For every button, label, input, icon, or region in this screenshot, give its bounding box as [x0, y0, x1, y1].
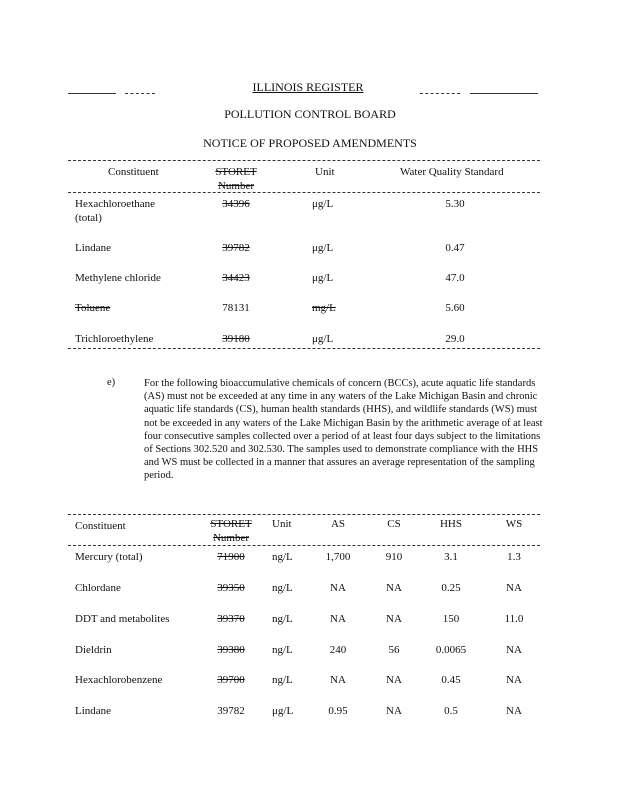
as-value: NA — [330, 582, 346, 594]
table2-header-as: AS — [330, 518, 346, 530]
storet-number: 39370 — [217, 613, 245, 625]
table1-header-storet: STORET — [215, 166, 257, 178]
ws-value: NA — [506, 674, 522, 686]
as-value: NA — [330, 674, 346, 686]
cs-value: NA — [386, 674, 402, 686]
storet-number: 39782 — [217, 705, 245, 717]
storet-number: 39700 — [217, 674, 245, 686]
cs-value: 56 — [388, 644, 400, 656]
standard-value: 0.47 — [445, 242, 465, 254]
standard-value: 29.0 — [445, 333, 465, 345]
table1-header-unit: Unit — [315, 166, 335, 178]
ws-value: NA — [506, 705, 522, 717]
storet-number: 39180 — [222, 333, 250, 345]
storet-number: 71900 — [217, 551, 245, 563]
table2-header-number: Number — [212, 532, 250, 544]
unit: ng/L — [272, 644, 293, 656]
constituent: Dieldrin — [75, 644, 112, 656]
constituent: Lindane — [75, 705, 112, 717]
ws-value: 1.3 — [507, 551, 521, 563]
constituent: DDT and metabolites — [75, 613, 170, 625]
unit: ng/L — [272, 674, 293, 686]
ws-value: 11.0 — [504, 613, 524, 625]
constituent: Lindane — [75, 242, 112, 254]
table1-header-constituent: Constituent — [108, 166, 159, 178]
constituent: Mercury (total) — [75, 551, 143, 563]
unit: mg/L — [312, 302, 336, 314]
table2-header-unit: Unit — [272, 518, 292, 530]
table1-bottom-rule — [68, 348, 540, 349]
hhs-value: 0.45 — [441, 674, 461, 686]
cs-value: 910 — [385, 551, 403, 563]
storet-number: 39782 — [222, 242, 250, 254]
table2-header-storet: STORET — [210, 518, 252, 530]
header-rule-left-dash — [125, 93, 155, 94]
section-paragraph: For the following bioaccumulative chemicals of concern (BCCs), acute aquatic life standards (AS) must not be exceeded at any time in any waters of the Lake Michigan Basin and chronic aquatic life standards (CS), human health standards (HHS), and wildlife standards (WS) must not be exceeded in any waters of the Lake Michigan Basin by the arithmetic average of at least four consecutive samples collected over a period of at least four days subject to the limitations of Sections 302.520 and 302.530. The samples used to demonstrate compliance with the HHS and WS must be collected in a manner that assures an average representation of the sampling period. — [144, 378, 543, 482]
table2-header-ws: WS — [505, 518, 523, 530]
cs-value: NA — [386, 705, 402, 717]
as-value: 1,700 — [325, 551, 351, 563]
unit: μg/L — [312, 272, 334, 284]
storet-number: 34396 — [222, 198, 250, 210]
constituent: Hexachlorobenzene — [75, 674, 163, 686]
table2-header-cs: CS — [387, 518, 401, 530]
register-title: ILLINOIS REGISTER — [252, 80, 364, 94]
constituent-cont: (total) — [75, 212, 102, 224]
header-rule-right — [470, 93, 538, 94]
storet-number: 34423 — [222, 272, 250, 284]
unit: μg/L — [312, 198, 334, 210]
standard-value: 5.60 — [445, 302, 465, 314]
constituent: Toluene — [75, 302, 111, 314]
as-value: NA — [330, 613, 346, 625]
unit: ng/L — [272, 582, 293, 594]
constituent: Methylene chloride — [75, 272, 161, 284]
table1-header-rule — [68, 192, 540, 193]
table1-header-wqs: Water Quality Standard — [400, 166, 504, 178]
unit: ng/L — [272, 551, 293, 563]
table2-header-hhs: HHS — [439, 518, 462, 530]
unit: μg/L — [312, 242, 334, 254]
table1-top-rule — [68, 160, 540, 161]
hhs-value: 0.25 — [441, 582, 461, 594]
header-rule-left — [68, 93, 116, 94]
storet-number: 39350 — [217, 582, 245, 594]
unit: ng/L — [272, 613, 293, 625]
hhs-value: 0.5 — [444, 705, 458, 717]
ws-value: NA — [506, 644, 522, 656]
storet-number: 78131 — [222, 302, 250, 314]
as-value: 240 — [329, 644, 347, 656]
table2-top-rule — [68, 514, 540, 515]
ws-value: NA — [506, 582, 522, 594]
board-title: POLLUTION CONTROL BOARD — [224, 107, 396, 121]
hhs-value: 150 — [442, 613, 460, 625]
constituent: Hexachloroethane — [75, 198, 156, 210]
table2-header-constituent: Constituent — [75, 520, 126, 532]
table2-header-rule — [68, 545, 540, 546]
header-rule-right-dash — [420, 93, 460, 94]
hhs-value: 3.1 — [444, 551, 458, 563]
cs-value: NA — [386, 613, 402, 625]
standard-value: 47.0 — [445, 272, 465, 284]
unit: μg/L — [272, 705, 294, 717]
table1-header-number: Number — [217, 180, 255, 192]
constituent: Chlordane — [75, 582, 121, 594]
notice-title: NOTICE OF PROPOSED AMENDMENTS — [203, 136, 417, 150]
hhs-value: 0.0065 — [435, 644, 467, 656]
standard-value: 5.30 — [445, 198, 465, 210]
storet-number: 39380 — [217, 644, 245, 656]
unit: μg/L — [312, 333, 334, 345]
as-value: 0.95 — [328, 705, 348, 717]
constituent: Trichloroethylene — [75, 333, 154, 345]
cs-value: NA — [386, 582, 402, 594]
section-index: e) — [107, 377, 116, 388]
